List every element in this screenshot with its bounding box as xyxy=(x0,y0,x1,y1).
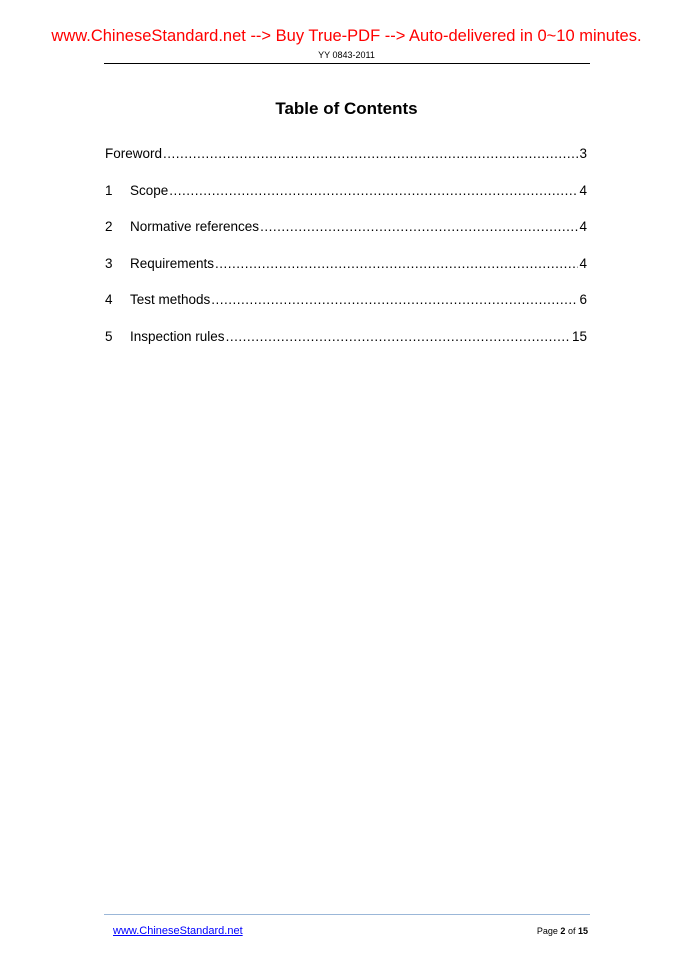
toc-entry-number: 2 xyxy=(105,219,113,234)
footer-website-link[interactable]: www.ChineseStandard.net xyxy=(113,925,243,937)
toc-entry-requirements[interactable] xyxy=(105,256,587,293)
toc-entry-page: 4 xyxy=(579,182,587,198)
header-divider xyxy=(104,63,590,64)
toc-entry-normative-references[interactable] xyxy=(105,219,587,256)
toc-title: Table of Contents xyxy=(275,99,418,118)
standard-code: YY 0843-2011 xyxy=(318,50,375,60)
toc-entry-number: 5 xyxy=(105,328,113,344)
toc-dot-leader xyxy=(169,183,578,199)
toc-entry-scope[interactable] xyxy=(105,183,587,220)
toc-entry-page: 4 xyxy=(579,219,587,234)
promo-banner-link[interactable]: www.ChineseStandard.net --> Buy True-PDF --> Auto-delivered in 0~10 minutes. xyxy=(51,27,642,45)
toc-entry-label: Inspection rules xyxy=(130,328,225,344)
toc-entry-label: Normative references xyxy=(130,219,260,234)
page-indicator xyxy=(537,926,588,937)
toc-dot-leader xyxy=(260,219,578,235)
toc-entry-label: Requirements xyxy=(130,255,215,271)
toc-dot-leader xyxy=(226,329,571,345)
toc-entry-inspection-rules[interactable] xyxy=(105,329,587,366)
page-word: Page xyxy=(536,926,558,936)
toc-entry-page: 15 xyxy=(571,328,587,344)
table-of-contents xyxy=(105,146,587,365)
footer-divider xyxy=(104,914,590,915)
toc-entry-test-methods[interactable] xyxy=(105,292,587,329)
toc-entry-page: 6 xyxy=(579,292,587,307)
toc-entry-page: 3 xyxy=(579,146,587,161)
toc-dot-leader xyxy=(215,256,578,272)
toc-dot-leader xyxy=(163,146,578,162)
page-current: 2 xyxy=(560,926,566,936)
toc-entry-number: 3 xyxy=(105,255,113,271)
toc-entry-label: Scope xyxy=(130,182,169,198)
page-total: 15 xyxy=(577,926,588,936)
toc-entry-foreword[interactable] xyxy=(105,146,587,183)
page-of: of xyxy=(567,926,576,936)
toc-entry-number: 1 xyxy=(105,182,113,198)
toc-entry-number: 4 xyxy=(105,292,113,307)
toc-dot-leader xyxy=(211,292,578,308)
toc-entry-label: Foreword xyxy=(105,146,163,161)
toc-entry-label: Test methods xyxy=(130,292,211,307)
toc-entry-page: 4 xyxy=(579,255,587,271)
